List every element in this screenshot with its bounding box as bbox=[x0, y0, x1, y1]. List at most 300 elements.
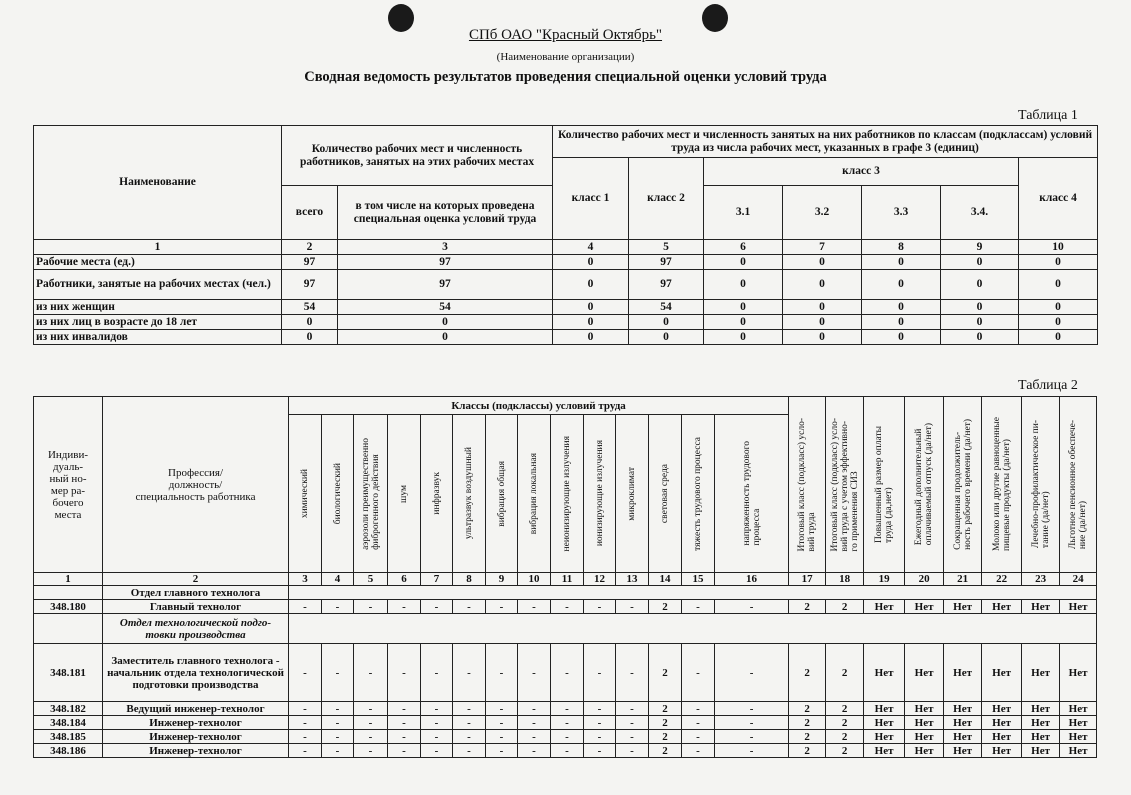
t1-cell: 0 bbox=[862, 270, 941, 300]
t2-cell: - bbox=[518, 730, 551, 744]
t1-header-total: всего bbox=[282, 186, 338, 240]
t1-cell: 0 bbox=[553, 330, 629, 345]
t2-column-number: 20 bbox=[905, 573, 944, 586]
t2-cell: - bbox=[453, 644, 486, 702]
t1-cell: 54 bbox=[338, 300, 553, 315]
t1-cell: 0 bbox=[704, 270, 783, 300]
t1-cell: 0 bbox=[629, 330, 704, 345]
t2-cell: 2 bbox=[826, 600, 864, 614]
t1-cell: 0 bbox=[941, 300, 1019, 315]
t2-cell: - bbox=[354, 644, 388, 702]
t2-cell: - bbox=[354, 744, 388, 758]
profession: Ведущий инженер-технолог bbox=[103, 702, 289, 716]
t2-header-id bbox=[34, 397, 103, 573]
t2-cell: Нет bbox=[1022, 600, 1060, 614]
workplace-id: 348.182 bbox=[34, 702, 103, 716]
t2-blank-span bbox=[289, 614, 1097, 644]
t1-column-numbers bbox=[34, 240, 1098, 255]
t2-header-extra-text: Повышенный размер оплаты труда (да,нет) bbox=[874, 425, 895, 544]
t1-column-number: 7 bbox=[783, 240, 862, 255]
t2-header-factor-text: ионизирующие излучения bbox=[594, 440, 605, 547]
t1-cell: 0 bbox=[862, 255, 941, 270]
t2-cell: Нет bbox=[944, 730, 982, 744]
t1-row bbox=[34, 315, 1098, 330]
t2-cell: - bbox=[551, 702, 584, 716]
t2-header-factor bbox=[289, 415, 322, 573]
t2-header-factor bbox=[486, 415, 518, 573]
profession: Инженер-технолог bbox=[103, 744, 289, 758]
t2-cell: - bbox=[551, 744, 584, 758]
t2-blank-span bbox=[289, 586, 1097, 600]
t1-cell: 0 bbox=[338, 315, 553, 330]
t2-header-factor bbox=[616, 415, 649, 573]
t2-header-extra-text: Итоговый класс (подкласс) усло- вий труда с учетом эффективно- го применения СИЗ bbox=[829, 417, 860, 552]
t2-column-number: 16 bbox=[715, 573, 789, 586]
t2-cell: - bbox=[584, 600, 616, 614]
t2-cell: - bbox=[715, 644, 789, 702]
t2-cell: - bbox=[682, 716, 715, 730]
t2-row bbox=[34, 744, 1097, 758]
t2-cell: - bbox=[421, 730, 453, 744]
t2-cell: 2 bbox=[649, 716, 682, 730]
t2-cell: Нет bbox=[1060, 730, 1097, 744]
t2-column-number: 2 bbox=[103, 573, 289, 586]
t2-cell: Нет bbox=[944, 744, 982, 758]
t2-header-factor bbox=[649, 415, 682, 573]
t2-header-factor-text: аэрозоли преимущественно фиброгенного действия bbox=[360, 437, 381, 550]
t2-column-number: 24 bbox=[1060, 573, 1097, 586]
t2-cell: - bbox=[453, 702, 486, 716]
t2-column-number: 21 bbox=[944, 573, 982, 586]
t2-header-factor-text: ультразвук воздушный bbox=[464, 447, 474, 540]
t2-cell: Нет bbox=[1022, 716, 1060, 730]
t2-column-number: 11 bbox=[551, 573, 584, 586]
t2-cell: 2 bbox=[649, 600, 682, 614]
t2-cell: 2 bbox=[826, 644, 864, 702]
t1-column-number: 10 bbox=[1019, 240, 1098, 255]
workplace-id: 348.181 bbox=[34, 644, 103, 702]
t1-cell: 0 bbox=[704, 255, 783, 270]
t2-header-classes: Классы (подклассы) условий труда bbox=[289, 397, 789, 415]
t2-row bbox=[34, 730, 1097, 744]
t1-row bbox=[34, 300, 1098, 315]
t2-cell: - bbox=[616, 702, 649, 716]
t2-cell: - bbox=[354, 716, 388, 730]
t2-cell: - bbox=[715, 716, 789, 730]
t2-cell: - bbox=[715, 744, 789, 758]
t2-header-profession-text: Профессия/ должность/ специальность работника bbox=[135, 466, 256, 503]
t2-cell: 2 bbox=[789, 644, 826, 702]
t2-cell: - bbox=[584, 644, 616, 702]
t2-cell: - bbox=[486, 702, 518, 716]
t1-header-class1: класс 1 bbox=[553, 158, 629, 240]
t2-cell: - bbox=[518, 644, 551, 702]
t2-cell: - bbox=[354, 730, 388, 744]
t1-header-sub-3-1: 3.1 bbox=[704, 186, 783, 240]
t2-cell: Нет bbox=[1060, 702, 1097, 716]
t2-header-factor bbox=[518, 415, 551, 573]
t1-cell: 0 bbox=[338, 330, 553, 345]
t2-cell: Нет bbox=[1022, 702, 1060, 716]
t2-cell: - bbox=[421, 644, 453, 702]
profession: Инженер-технолог bbox=[103, 730, 289, 744]
t2-header-extra-text: Сокращенная продолжитель- ность рабочего времени (да/нет) bbox=[952, 419, 973, 550]
t1-cell: 0 bbox=[783, 330, 862, 345]
t2-header-factor-text: неионизирующие излучения bbox=[562, 435, 572, 552]
t2-cell: - bbox=[289, 744, 322, 758]
t2-cell: - bbox=[682, 744, 715, 758]
t1-header-class4: класс 4 bbox=[1019, 158, 1098, 240]
t1-column-number: 6 bbox=[704, 240, 783, 255]
t2-cell: Нет bbox=[905, 730, 944, 744]
t2-cell: - bbox=[551, 730, 584, 744]
t2-row bbox=[34, 600, 1097, 614]
department-heading bbox=[103, 614, 289, 644]
t2-cell: 2 bbox=[789, 730, 826, 744]
t1-column-number: 9 bbox=[941, 240, 1019, 255]
t2-cell: Нет bbox=[982, 702, 1022, 716]
workplace-id: 348.180 bbox=[34, 600, 103, 614]
t1-cell: 0 bbox=[862, 330, 941, 345]
t2-cell: 2 bbox=[826, 716, 864, 730]
t2-cell: Нет bbox=[905, 600, 944, 614]
t1-cell: 0 bbox=[704, 330, 783, 345]
t1-row bbox=[34, 270, 1098, 300]
t2-cell: - bbox=[322, 730, 354, 744]
t2-header-extra bbox=[982, 397, 1022, 573]
t2-header-factor-text: микроклимат bbox=[627, 466, 637, 521]
profession: Заместитель главного технолога - начальник отдела технологической подготовки производства bbox=[103, 644, 289, 702]
t2-header-extra bbox=[864, 397, 905, 573]
t1-column-number: 2 bbox=[282, 240, 338, 255]
t2-cell: - bbox=[518, 744, 551, 758]
t2-cell: - bbox=[518, 600, 551, 614]
t1-cell: 54 bbox=[629, 300, 704, 315]
t1-column-number: 5 bbox=[629, 240, 704, 255]
t2-header-extra bbox=[1060, 397, 1097, 573]
t2-cell: Нет bbox=[944, 716, 982, 730]
t2-column-number: 7 bbox=[421, 573, 453, 586]
t2-cell: Нет bbox=[944, 600, 982, 614]
t2-column-number: 4 bbox=[322, 573, 354, 586]
t2-column-number: 10 bbox=[518, 573, 551, 586]
t2-cell: - bbox=[453, 730, 486, 744]
t2-cell: - bbox=[289, 730, 322, 744]
t2-cell: - bbox=[322, 600, 354, 614]
t2-cell: - bbox=[388, 644, 421, 702]
t2-cell: Нет bbox=[864, 702, 905, 716]
summary-table bbox=[33, 125, 1098, 345]
t2-header-factor-text: тяжесть трудового процесса bbox=[693, 436, 703, 551]
t2-header-id-text: Индиви- дуаль- ный но- мер ра- бочего места bbox=[47, 448, 89, 521]
t1-cell: 0 bbox=[282, 330, 338, 345]
t2-cell: - bbox=[354, 702, 388, 716]
t1-column-number: 4 bbox=[553, 240, 629, 255]
t2-cell: Нет bbox=[982, 716, 1022, 730]
t2-cell: - bbox=[486, 730, 518, 744]
t1-header-count: Количество рабочих мест и численность работников, занятых на этих рабочих местах bbox=[282, 126, 553, 186]
t2-cell: - bbox=[682, 644, 715, 702]
t2-column-number: 18 bbox=[826, 573, 864, 586]
t1-header-sub-3-2: 3.2 bbox=[783, 186, 862, 240]
t2-column-number: 22 bbox=[982, 573, 1022, 586]
profession: Главный технолог bbox=[103, 600, 289, 614]
t1-cell: 97 bbox=[338, 255, 553, 270]
t1-cell: 97 bbox=[282, 255, 338, 270]
t2-cell: - bbox=[421, 702, 453, 716]
t2-header-extra bbox=[944, 397, 982, 573]
t2-header-extra-text: Итоговый класс (подкласс) усло- вий труда bbox=[797, 417, 818, 552]
t2-cell: Нет bbox=[864, 716, 905, 730]
t2-cell: Нет bbox=[905, 744, 944, 758]
workplace-table bbox=[33, 396, 1097, 758]
t2-cell: - bbox=[289, 716, 322, 730]
t2-cell: - bbox=[682, 600, 715, 614]
t2-cell: - bbox=[322, 744, 354, 758]
t2-cell: - bbox=[354, 600, 388, 614]
t2-cell: - bbox=[453, 744, 486, 758]
t2-cell: 2 bbox=[649, 730, 682, 744]
t1-row-name: Работники, занятые на рабочих местах (чел.) bbox=[34, 270, 282, 300]
t2-cell: 2 bbox=[789, 600, 826, 614]
t2-cell: - bbox=[518, 716, 551, 730]
t1-cell: 54 bbox=[282, 300, 338, 315]
department-heading: Отдел главного технолога bbox=[103, 586, 289, 600]
t2-cell: - bbox=[453, 600, 486, 614]
t2-cell: Нет bbox=[1022, 730, 1060, 744]
t1-row bbox=[34, 255, 1098, 270]
t2-cell: - bbox=[289, 644, 322, 702]
t1-cell: 0 bbox=[941, 255, 1019, 270]
t2-header-factor bbox=[354, 415, 388, 573]
t2-cell: - bbox=[388, 600, 421, 614]
t2-cell: - bbox=[421, 744, 453, 758]
t2-cell: - bbox=[715, 600, 789, 614]
t2-cell: - bbox=[682, 730, 715, 744]
t2-cell: 2 bbox=[826, 744, 864, 758]
t2-cell: Нет bbox=[864, 744, 905, 758]
t2-row bbox=[34, 644, 1097, 702]
t2-cell: Нет bbox=[864, 600, 905, 614]
t2-header-factor bbox=[421, 415, 453, 573]
t1-column-number: 1 bbox=[34, 240, 282, 255]
t1-cell: 0 bbox=[1019, 315, 1098, 330]
t2-cell: - bbox=[551, 716, 584, 730]
t2-header-extra-text: Ежегодный дополнительный оплачиваемый отпуск (да/нет) bbox=[914, 423, 935, 546]
t2-header-profession bbox=[103, 397, 289, 573]
t1-cell: 97 bbox=[629, 270, 704, 300]
t2-header-factor-text: шум bbox=[399, 484, 409, 503]
t1-cell: 0 bbox=[1019, 270, 1098, 300]
t2-cell: - bbox=[486, 600, 518, 614]
table1-label: Таблица 1 bbox=[1018, 108, 1078, 123]
t2-header-extra bbox=[789, 397, 826, 573]
t1-cell: 0 bbox=[704, 300, 783, 315]
table2-label: Таблица 2 bbox=[1018, 378, 1078, 393]
t2-cell: 2 bbox=[789, 744, 826, 758]
department-heading-text: Отдел технологической подго- товки производства bbox=[119, 616, 272, 641]
t2-header-extra-text: Лечебно-профилактическое пи- тание (да/нет) bbox=[1030, 420, 1051, 549]
t1-cell: 97 bbox=[282, 270, 338, 300]
t1-column-number: 8 bbox=[862, 240, 941, 255]
t2-header-factor bbox=[551, 415, 584, 573]
t1-header-class3: класс 3 bbox=[704, 158, 1019, 186]
t1-cell: 0 bbox=[553, 255, 629, 270]
t2-column-number: 12 bbox=[584, 573, 616, 586]
t2-cell: Нет bbox=[1060, 744, 1097, 758]
t2-cell: - bbox=[453, 716, 486, 730]
t2-cell: Нет bbox=[982, 744, 1022, 758]
t1-row-name: из них лиц в возрасте до 18 лет bbox=[34, 315, 282, 330]
t2-header-extra bbox=[905, 397, 944, 573]
t2-cell: - bbox=[616, 744, 649, 758]
profession: Инженер-технолог bbox=[103, 716, 289, 730]
t2-cell: - bbox=[421, 716, 453, 730]
t1-cell: 0 bbox=[941, 270, 1019, 300]
t2-column-number: 9 bbox=[486, 573, 518, 586]
t2-cell: - bbox=[518, 702, 551, 716]
t2-cell: 2 bbox=[789, 702, 826, 716]
t1-header-name: Наименование bbox=[34, 126, 282, 240]
t2-header-factor bbox=[453, 415, 486, 573]
workplace-id: 348.184 bbox=[34, 716, 103, 730]
t2-cell: - bbox=[421, 600, 453, 614]
t1-row-name: из них женщин bbox=[34, 300, 282, 315]
t2-row bbox=[34, 702, 1097, 716]
t1-cell: 0 bbox=[553, 300, 629, 315]
t2-cell: Нет bbox=[905, 644, 944, 702]
t2-cell: - bbox=[616, 716, 649, 730]
t1-cell: 0 bbox=[941, 315, 1019, 330]
t2-header-factor bbox=[584, 415, 616, 573]
t2-header-extra-text: Льготное пенсионное обеспече- ние (да/нет) bbox=[1068, 419, 1089, 550]
workplace-id: 348.185 bbox=[34, 730, 103, 744]
t1-cell: 0 bbox=[862, 300, 941, 315]
t2-column-number: 1 bbox=[34, 573, 103, 586]
t1-cell: 0 bbox=[629, 315, 704, 330]
workplace-id: 348.186 bbox=[34, 744, 103, 758]
t2-column-number: 3 bbox=[289, 573, 322, 586]
t2-cell: Нет bbox=[982, 644, 1022, 702]
t2-blank-cell bbox=[34, 614, 103, 644]
t2-header-extra bbox=[1022, 397, 1060, 573]
t1-header-assessed: в том числе на которых проведена специальная оценка условий труда bbox=[338, 186, 553, 240]
t2-header-extra bbox=[826, 397, 864, 573]
t2-header-factor-text: световая среда bbox=[660, 463, 670, 524]
t2-header-factor-text: биологический bbox=[332, 462, 343, 525]
t2-cell: - bbox=[616, 730, 649, 744]
t2-cell: - bbox=[486, 644, 518, 702]
t2-cell: 2 bbox=[649, 744, 682, 758]
t2-column-number: 19 bbox=[864, 573, 905, 586]
t2-column-number: 5 bbox=[354, 573, 388, 586]
t2-row bbox=[34, 716, 1097, 730]
t2-cell: - bbox=[322, 716, 354, 730]
t2-cell: - bbox=[584, 716, 616, 730]
organization-caption: (Наименование организации) bbox=[496, 51, 635, 63]
t2-column-number: 13 bbox=[616, 573, 649, 586]
t1-column-number: 3 bbox=[338, 240, 553, 255]
t2-column-number: 14 bbox=[649, 573, 682, 586]
t2-cell: Нет bbox=[944, 644, 982, 702]
t2-cell: Нет bbox=[864, 644, 905, 702]
t1-cell: 0 bbox=[1019, 330, 1098, 345]
t1-cell: 97 bbox=[338, 270, 553, 300]
t2-cell: - bbox=[616, 600, 649, 614]
t2-cell: - bbox=[584, 744, 616, 758]
t2-cell: Нет bbox=[944, 702, 982, 716]
t2-cell: - bbox=[486, 744, 518, 758]
t2-cell: Нет bbox=[864, 730, 905, 744]
t1-cell: 0 bbox=[1019, 255, 1098, 270]
t1-cell: 0 bbox=[783, 300, 862, 315]
t1-row-name: из них инвалидов bbox=[34, 330, 282, 345]
t1-header-sub-3-4: 3.4. bbox=[941, 186, 1019, 240]
t2-cell: Нет bbox=[982, 600, 1022, 614]
t1-cell: 0 bbox=[553, 270, 629, 300]
t1-cell: 97 bbox=[629, 255, 704, 270]
t2-cell: Нет bbox=[905, 702, 944, 716]
t1-header-classes: Количество рабочих мест и численность занятых на них работников по классам (подклассам) условий труда из числа рабочих мест, указанных в графе 3 (единиц) bbox=[553, 126, 1098, 158]
t2-cell: Нет bbox=[1060, 600, 1097, 614]
t2-cell: - bbox=[388, 702, 421, 716]
t1-cell: 0 bbox=[941, 330, 1019, 345]
organization-name: СПб ОАО "Красный Октябрь" bbox=[468, 27, 663, 43]
t2-cell: Нет bbox=[1022, 644, 1060, 702]
t2-cell: - bbox=[682, 702, 715, 716]
t2-cell: Нет bbox=[982, 730, 1022, 744]
t1-row bbox=[34, 330, 1098, 345]
t2-cell: 2 bbox=[826, 730, 864, 744]
t2-cell: - bbox=[551, 644, 584, 702]
t2-header-factor-text: вибрация локальная bbox=[529, 452, 539, 535]
t1-cell: 0 bbox=[553, 315, 629, 330]
t1-cell: 0 bbox=[783, 270, 862, 300]
t2-cell: - bbox=[584, 702, 616, 716]
t1-cell: 0 bbox=[282, 315, 338, 330]
t2-cell: 2 bbox=[649, 702, 682, 716]
t2-cell: - bbox=[616, 644, 649, 702]
t1-cell: 0 bbox=[1019, 300, 1098, 315]
t1-cell: 0 bbox=[783, 255, 862, 270]
t2-column-number: 23 bbox=[1022, 573, 1060, 586]
t2-cell: - bbox=[715, 730, 789, 744]
t2-cell: - bbox=[322, 644, 354, 702]
t2-cell: - bbox=[289, 600, 322, 614]
t2-column-numbers bbox=[34, 573, 1097, 586]
t2-cell: - bbox=[388, 730, 421, 744]
t2-cell: Нет bbox=[905, 716, 944, 730]
t2-cell: 2 bbox=[789, 716, 826, 730]
t2-cell: - bbox=[715, 702, 789, 716]
t2-cell: 2 bbox=[649, 644, 682, 702]
t1-header-class2: класс 2 bbox=[629, 158, 704, 240]
t2-header-factor bbox=[322, 415, 354, 573]
t2-blank-cell bbox=[34, 586, 103, 600]
t2-cell: - bbox=[388, 716, 421, 730]
t2-cell: - bbox=[289, 702, 322, 716]
t2-column-number: 6 bbox=[388, 573, 421, 586]
t2-header-factor-text: химический bbox=[300, 468, 310, 519]
t2-header-factor bbox=[715, 415, 789, 573]
t1-row-name: Рабочие места (ед.) bbox=[34, 255, 282, 270]
t1-cell: 0 bbox=[862, 315, 941, 330]
t2-column-number: 15 bbox=[682, 573, 715, 586]
document-title: Сводная ведомость результатов проведения специальной оценки условий труда bbox=[304, 69, 827, 85]
t2-cell: Нет bbox=[1022, 744, 1060, 758]
t2-column-number: 8 bbox=[453, 573, 486, 586]
t1-cell: 0 bbox=[783, 315, 862, 330]
